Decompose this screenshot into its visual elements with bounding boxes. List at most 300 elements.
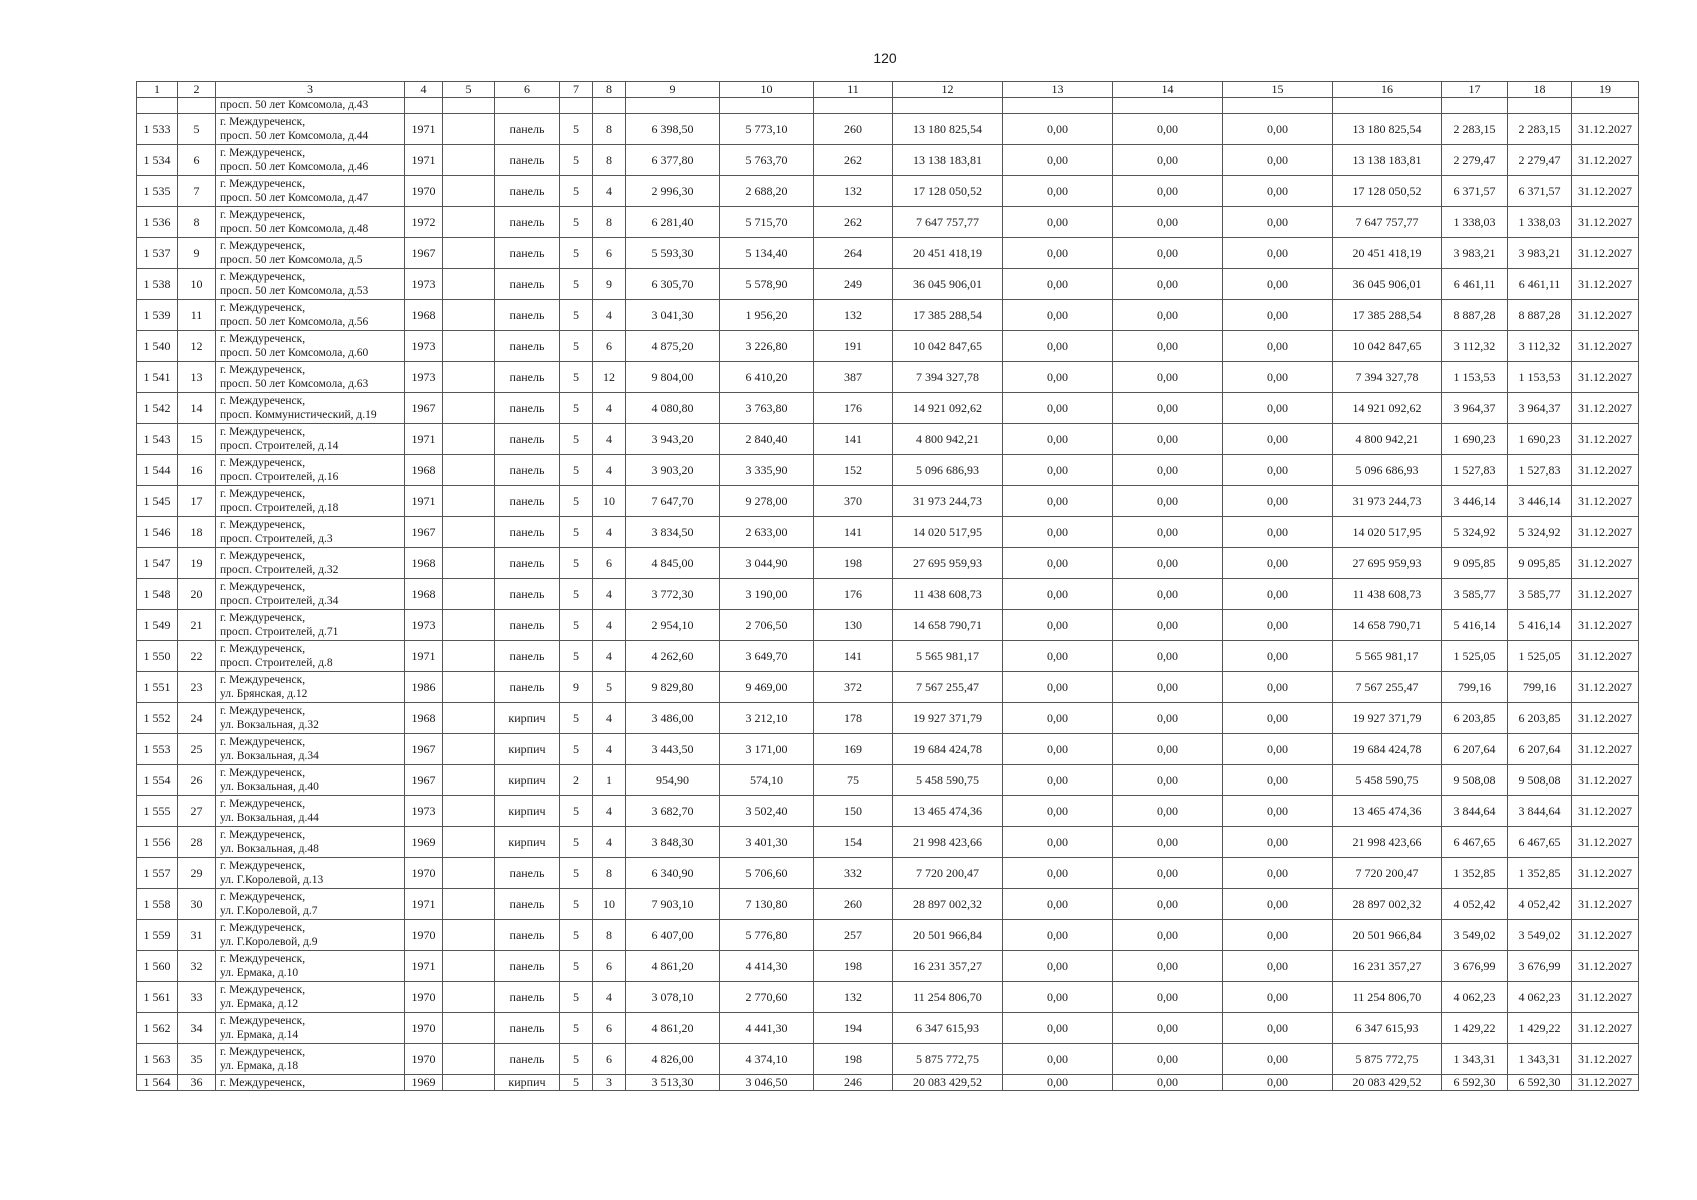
column-number-header: 15 [1223,82,1333,98]
column-5-value [443,114,495,145]
total-area: 954,90 [626,765,720,796]
residents-count: 176 [814,579,893,610]
wall-material: панель [495,1013,560,1044]
wall-material: панель [495,176,560,207]
table-row [137,734,1639,765]
column-16-value: 20 451 418,19 [1333,238,1442,269]
column-18-value: 6 371,57 [1508,176,1572,207]
column-15-value: 0,00 [1223,486,1333,517]
column-13-value: 0,00 [1003,1044,1113,1075]
entrances-count: 4 [593,610,626,641]
wall-material: панель [495,455,560,486]
column-17-value: 1 343,31 [1442,1044,1508,1075]
row-number: 10 [178,269,216,300]
column-16-value: 19 927 371,79 [1333,703,1442,734]
column-5-value [443,765,495,796]
address-street: просп. Строителей, д.8 [220,657,333,669]
column-5-value [443,951,495,982]
column-18-value: 3 964,37 [1508,393,1572,424]
deadline-date: 31.12.2027 [1572,1044,1639,1075]
table-cell [495,98,560,114]
row-id: 1 539 [137,300,178,331]
table-row [137,641,1639,672]
entrances-count: 8 [593,920,626,951]
address-cell [216,1075,405,1091]
column-number-header: 4 [405,82,443,98]
residents-count: 249 [814,269,893,300]
address-city: г. Междуреченск, [220,922,306,934]
table-cell [1442,98,1508,114]
column-15-value: 0,00 [1223,889,1333,920]
row-id: 1 559 [137,920,178,951]
build-year: 1970 [405,920,443,951]
column-17-value: 5 416,14 [1442,610,1508,641]
address-city: г. Междуреченск, [220,767,306,779]
column-5-value [443,1013,495,1044]
column-5-value [443,579,495,610]
living-area: 3 171,00 [720,734,814,765]
column-5-value [443,269,495,300]
column-15-value: 0,00 [1223,300,1333,331]
address-cell [216,486,405,517]
wall-material: панель [495,486,560,517]
floors-count: 5 [560,331,593,362]
table-cell [720,98,814,114]
living-area: 2 840,40 [720,424,814,455]
total-cost: 13 465 474,36 [893,796,1003,827]
table-cell [1572,98,1639,114]
column-5-value [443,517,495,548]
address-cell [216,238,405,269]
wall-material: панель [495,207,560,238]
floors-count: 5 [560,238,593,269]
row-id: 1 545 [137,486,178,517]
column-18-value: 3 549,02 [1508,920,1572,951]
column-16-value: 17 128 050,52 [1333,176,1442,207]
total-area: 3 772,30 [626,579,720,610]
column-17-value: 3 844,64 [1442,796,1508,827]
row-id: 1 551 [137,672,178,703]
table-row [137,796,1639,827]
row-id: 1 536 [137,207,178,238]
residents-count: 370 [814,486,893,517]
total-area: 9 829,80 [626,672,720,703]
entrances-count: 6 [593,238,626,269]
build-year: 1971 [405,889,443,920]
row-number: 8 [178,207,216,238]
address-cell [216,920,405,951]
table-row [137,1075,1639,1091]
entrances-count: 4 [593,517,626,548]
floors-count: 5 [560,548,593,579]
column-16-value: 28 897 002,32 [1333,889,1442,920]
page-number: 120 [873,50,897,66]
row-number: 25 [178,734,216,765]
column-17-value: 3 983,21 [1442,238,1508,269]
column-13-value: 0,00 [1003,269,1113,300]
wall-material: панель [495,238,560,269]
wall-material: панель [495,889,560,920]
column-number-header: 10 [720,82,814,98]
column-14-value: 0,00 [1113,238,1223,269]
entrances-count: 3 [593,1075,626,1091]
address-cell [216,207,405,238]
column-14-value: 0,00 [1113,145,1223,176]
entrances-count: 8 [593,145,626,176]
residents-count: 130 [814,610,893,641]
living-area: 3 763,80 [720,393,814,424]
residents-count: 372 [814,672,893,703]
entrances-count: 6 [593,331,626,362]
row-id: 1 556 [137,827,178,858]
address-city: г. Междуреченск, [220,829,306,841]
column-17-value: 6 461,11 [1442,269,1508,300]
column-15-value: 0,00 [1223,1075,1333,1091]
column-18-value: 1 527,83 [1508,455,1572,486]
row-number: 14 [178,393,216,424]
address-cell [216,703,405,734]
living-area: 4 441,30 [720,1013,814,1044]
address-street: просп. Строителей, д.32 [220,564,339,576]
row-number: 7 [178,176,216,207]
column-15-value: 0,00 [1223,424,1333,455]
floors-count: 5 [560,703,593,734]
address-cell [216,641,405,672]
floors-count: 5 [560,858,593,889]
column-16-value: 19 684 424,78 [1333,734,1442,765]
column-14-value: 0,00 [1113,920,1223,951]
living-area: 3 190,00 [720,579,814,610]
total-area: 3 848,30 [626,827,720,858]
column-14-value: 0,00 [1113,269,1223,300]
address-street: просп. Строителей, д.14 [220,440,339,452]
wall-material: панель [495,517,560,548]
column-17-value: 1 352,85 [1442,858,1508,889]
column-15-value: 0,00 [1223,982,1333,1013]
floors-count: 5 [560,796,593,827]
column-15-value: 0,00 [1223,362,1333,393]
wall-material: панель [495,951,560,982]
table-cell [137,98,178,114]
living-area: 5 715,70 [720,207,814,238]
deadline-date: 31.12.2027 [1572,827,1639,858]
column-13-value: 0,00 [1003,362,1113,393]
column-18-value: 6 467,65 [1508,827,1572,858]
wall-material: кирпич [495,827,560,858]
column-18-value: 3 983,21 [1508,238,1572,269]
column-5-value [443,331,495,362]
table-row [137,331,1639,362]
column-13-value: 0,00 [1003,703,1113,734]
column-18-value: 3 446,14 [1508,486,1572,517]
entrances-count: 4 [593,796,626,827]
row-number: 18 [178,517,216,548]
residents-count: 178 [814,703,893,734]
column-5-value [443,238,495,269]
total-cost: 5 565 981,17 [893,641,1003,672]
total-cost: 36 045 906,01 [893,269,1003,300]
column-15-value: 0,00 [1223,672,1333,703]
column-13-value: 0,00 [1003,207,1113,238]
total-cost: 14 658 790,71 [893,610,1003,641]
wall-material: панель [495,579,560,610]
floors-count: 5 [560,734,593,765]
residents-count: 191 [814,331,893,362]
floors-count: 5 [560,300,593,331]
total-cost: 14 921 092,62 [893,393,1003,424]
floors-count: 5 [560,889,593,920]
column-18-value: 6 461,11 [1508,269,1572,300]
entrances-count: 4 [593,982,626,1013]
address-city: г. Междуреченск, [220,333,306,345]
column-18-value: 2 283,15 [1508,114,1572,145]
column-13-value: 0,00 [1003,641,1113,672]
address-city: г. Междуреченск, [220,643,306,655]
row-number: 34 [178,1013,216,1044]
total-cost: 31 973 244,73 [893,486,1003,517]
row-number: 9 [178,238,216,269]
address-street: ул. Брянская, д.12 [220,688,308,700]
column-14-value: 0,00 [1113,889,1223,920]
column-18-value: 799,16 [1508,672,1572,703]
address-street: ул. Ермака, д.18 [220,1060,299,1072]
column-17-value: 6 467,65 [1442,827,1508,858]
row-id: 1 557 [137,858,178,889]
address-street: ул. Вокзальная, д.32 [220,719,319,731]
total-cost: 5 875 772,75 [893,1044,1003,1075]
column-5-value [443,889,495,920]
table-cell [560,98,593,114]
column-13-value: 0,00 [1003,796,1113,827]
column-17-value: 3 446,14 [1442,486,1508,517]
column-14-value: 0,00 [1113,982,1223,1013]
address-cell [216,548,405,579]
table-row [137,579,1639,610]
floors-count: 5 [560,145,593,176]
column-5-value [443,393,495,424]
table-row [137,672,1639,703]
living-area: 5 773,10 [720,114,814,145]
column-14-value: 0,00 [1113,610,1223,641]
residents-count: 141 [814,424,893,455]
column-18-value: 9 508,08 [1508,765,1572,796]
column-15-value: 0,00 [1223,765,1333,796]
entrances-count: 4 [593,734,626,765]
column-14-value: 0,00 [1113,579,1223,610]
column-16-value: 27 695 959,93 [1333,548,1442,579]
table-cell [1508,98,1572,114]
floors-count: 5 [560,1044,593,1075]
address-street: ул. Ермака, д.14 [220,1029,299,1041]
residents-count: 176 [814,393,893,424]
address-street: просп. 50 лет Комсомола, д.63 [220,378,369,390]
column-number-header: 7 [560,82,593,98]
entrances-count: 6 [593,548,626,579]
address-city: г. Междуреченск, [220,984,306,996]
address-street: ул. Вокзальная, д.48 [220,843,319,855]
floors-count: 5 [560,982,593,1013]
deadline-date: 31.12.2027 [1572,300,1639,331]
row-id: 1 547 [137,548,178,579]
row-id: 1 533 [137,114,178,145]
wall-material: панель [495,393,560,424]
column-14-value: 0,00 [1113,1075,1223,1091]
total-area: 4 262,60 [626,641,720,672]
wall-material: панель [495,424,560,455]
address-city: г. Междуреченск, [220,1046,306,1058]
column-13-value: 0,00 [1003,858,1113,889]
address-street: просп. Строителей, д.18 [220,502,339,514]
deadline-date: 31.12.2027 [1572,641,1639,672]
address-city: г. Междуреченск, [220,209,306,221]
wall-material: панель [495,548,560,579]
floors-count: 5 [560,455,593,486]
total-cost: 20 501 966,84 [893,920,1003,951]
row-number: 22 [178,641,216,672]
wall-material: панель [495,300,560,331]
column-13-value: 0,00 [1003,176,1113,207]
address-city: г. Междуреченск, [220,1076,306,1089]
column-16-value: 6 347 615,93 [1333,1013,1442,1044]
deadline-date: 31.12.2027 [1572,238,1639,269]
column-15-value: 0,00 [1223,920,1333,951]
table-cell [893,98,1003,114]
address-cell [216,796,405,827]
column-15-value: 0,00 [1223,734,1333,765]
row-number: 13 [178,362,216,393]
floors-count: 5 [560,951,593,982]
column-13-value: 0,00 [1003,424,1113,455]
column-14-value: 0,00 [1113,176,1223,207]
deadline-date: 31.12.2027 [1572,951,1639,982]
column-15-value: 0,00 [1223,951,1333,982]
row-number: 26 [178,765,216,796]
column-17-value: 3 112,32 [1442,331,1508,362]
deadline-date: 31.12.2027 [1572,114,1639,145]
row-id: 1 550 [137,641,178,672]
table-row [137,703,1639,734]
floors-count: 5 [560,610,593,641]
total-cost: 17 128 050,52 [893,176,1003,207]
address-city: г. Междуреченск, [220,798,306,810]
address-cell [216,393,405,424]
total-cost: 19 684 424,78 [893,734,1003,765]
floors-count: 2 [560,765,593,796]
address-street: ул. Вокзальная, д.44 [220,812,319,824]
total-area: 6 407,00 [626,920,720,951]
column-16-value: 5 565 981,17 [1333,641,1442,672]
residents-count: 132 [814,300,893,331]
deadline-date: 31.12.2027 [1572,579,1639,610]
entrances-count: 8 [593,114,626,145]
address-city: г. Междуреченск, [220,860,306,872]
column-5-value [443,858,495,889]
row-number: 16 [178,455,216,486]
address-city: г. Междуреченск, [220,488,306,500]
column-18-value: 1 352,85 [1508,858,1572,889]
build-year: 1970 [405,1044,443,1075]
address-street: просп. 50 лет Комсомола, д.44 [220,130,369,142]
build-year: 1971 [405,114,443,145]
column-15-value: 0,00 [1223,1013,1333,1044]
total-cost: 13 180 825,54 [893,114,1003,145]
column-13-value: 0,00 [1003,951,1113,982]
address-cell [216,424,405,455]
address-street: ул. Г.Королевой, д.9 [220,936,318,948]
column-17-value: 1 527,83 [1442,455,1508,486]
address-street: ул. Вокзальная, д.34 [220,750,319,762]
column-16-value: 7 394 327,78 [1333,362,1442,393]
floors-count: 5 [560,486,593,517]
deadline-date: 31.12.2027 [1572,982,1639,1013]
entrances-count: 4 [593,827,626,858]
build-year: 1967 [405,517,443,548]
build-year: 1986 [405,672,443,703]
row-id: 1 541 [137,362,178,393]
column-18-value: 1 429,22 [1508,1013,1572,1044]
living-area: 3 226,80 [720,331,814,362]
address-city: г. Междуреченск, [220,1015,306,1027]
total-area: 3 682,70 [626,796,720,827]
housing-registry-table [136,81,1639,1091]
entrances-count: 4 [593,393,626,424]
total-cost: 13 138 183,81 [893,145,1003,176]
column-14-value: 0,00 [1113,827,1223,858]
table-row [137,238,1639,269]
column-16-value: 13 180 825,54 [1333,114,1442,145]
floors-count: 5 [560,1075,593,1091]
deadline-date: 31.12.2027 [1572,734,1639,765]
total-area: 6 340,90 [626,858,720,889]
deadline-date: 31.12.2027 [1572,424,1639,455]
address-cell [216,889,405,920]
entrances-count: 6 [593,1044,626,1075]
residents-count: 387 [814,362,893,393]
living-area: 7 130,80 [720,889,814,920]
address-cell [216,517,405,548]
column-16-value: 13 465 474,36 [1333,796,1442,827]
column-13-value: 0,00 [1003,300,1113,331]
column-13-value: 0,00 [1003,982,1113,1013]
table-row [137,207,1639,238]
living-area: 2 706,50 [720,610,814,641]
total-area: 3 443,50 [626,734,720,765]
column-5-value [443,641,495,672]
column-17-value: 9 095,85 [1442,548,1508,579]
residents-count: 152 [814,455,893,486]
wall-material: панель [495,114,560,145]
column-5-value [443,827,495,858]
entrances-count: 4 [593,176,626,207]
table-row [137,1044,1639,1075]
column-14-value: 0,00 [1113,796,1223,827]
table-row [137,362,1639,393]
column-17-value: 3 585,77 [1442,579,1508,610]
build-year: 1967 [405,238,443,269]
total-area: 3 078,10 [626,982,720,1013]
table-row [137,889,1639,920]
build-year: 1970 [405,858,443,889]
entrances-count: 10 [593,486,626,517]
column-13-value: 0,00 [1003,238,1113,269]
living-area: 4 374,10 [720,1044,814,1075]
column-5-value [443,703,495,734]
address-cell [216,176,405,207]
deadline-date: 31.12.2027 [1572,703,1639,734]
column-18-value: 1 343,31 [1508,1044,1572,1075]
total-cost: 5 458 590,75 [893,765,1003,796]
address-cell [216,827,405,858]
